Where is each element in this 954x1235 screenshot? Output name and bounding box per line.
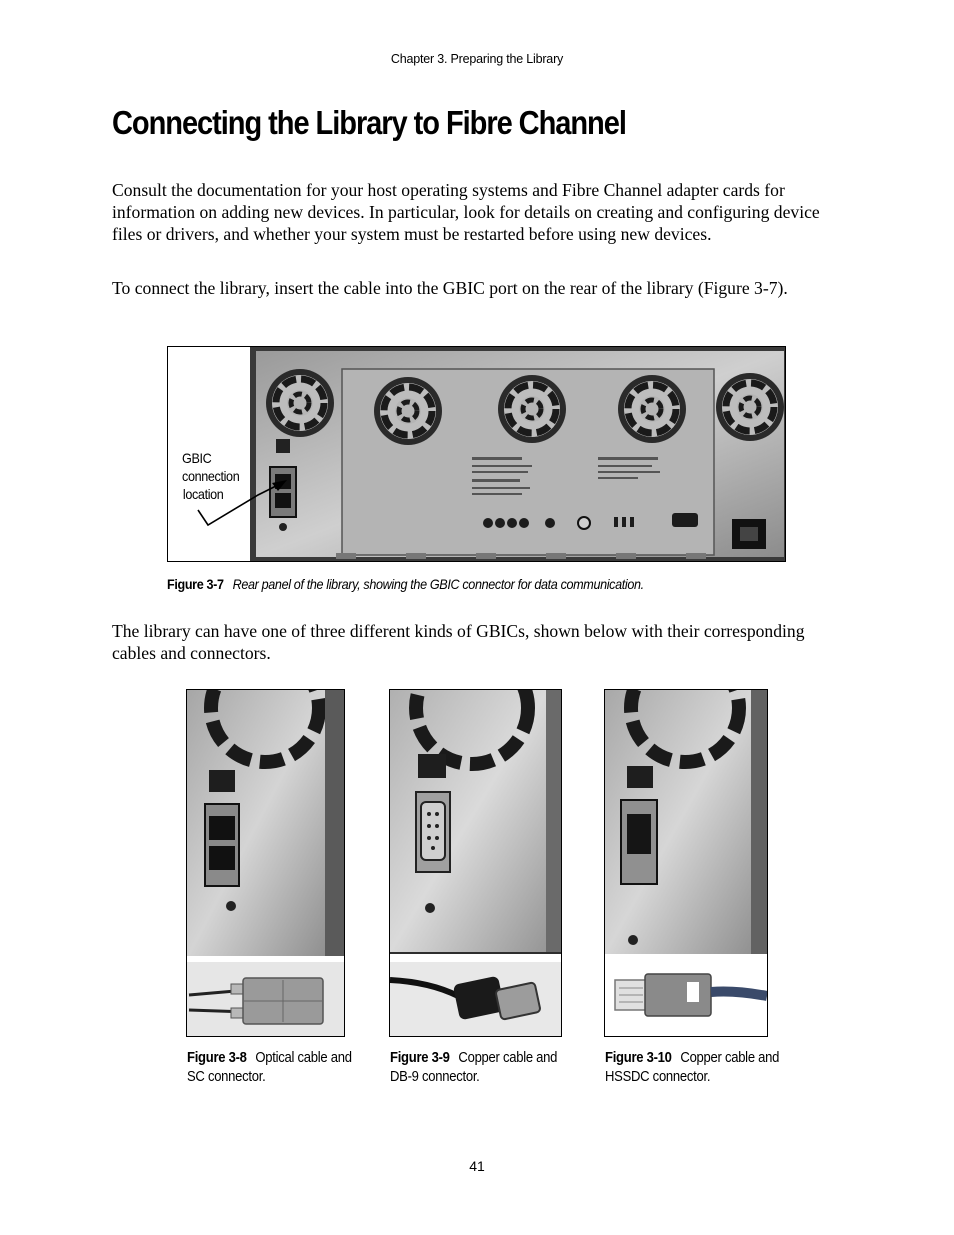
callout-line: location	[182, 486, 224, 502]
figure-number: Figure 3-10	[605, 1050, 672, 1066]
figure-number: Figure 3-8	[187, 1050, 247, 1066]
gbic-callout-label	[182, 449, 239, 503]
paragraph-connect-library: To connect the library, insert the cable into the GBIC port on the rear of the library (Figure 3-7).	[112, 278, 788, 298]
paragraph-consult-docs: Consult the documentation for your host operating systems and Fibre Channel adapter cards for information on adding new devices. In particular, look for details on creating and configuring device files or drivers, and whether your system must be restarted before using new devices.	[112, 180, 820, 244]
figure-number: Figure 3-9	[390, 1050, 450, 1066]
figure-rear-panel	[167, 346, 786, 562]
figure-optical-gbic	[186, 689, 345, 1037]
section-title: Connecting the Library to Fibre Channel	[112, 104, 626, 141]
figure-3-9-caption	[390, 1049, 561, 1087]
callout-line: connection	[182, 468, 240, 484]
hssdc-gbic-photo	[605, 690, 767, 1036]
page-number: 41	[469, 1158, 485, 1174]
figure-caption-text: Rear panel of the library, showing the GBIC connector for data communication.	[232, 576, 644, 592]
figure-3-10-caption	[605, 1049, 785, 1087]
figure-3-8-caption	[187, 1049, 358, 1087]
figure-number: Figure 3-7	[167, 576, 224, 592]
figure-hssdc-gbic	[604, 689, 768, 1037]
figure-caption-text: Copper cable and DB-9 connector.	[390, 1050, 558, 1085]
running-head: Chapter 3. Preparing the Library	[390, 52, 564, 66]
rear-panel-photo	[250, 347, 786, 562]
paragraph-gbic-kinds: The library can have one of three different kinds of GBICs, shown below with their corresponding cables and connectors.	[112, 621, 805, 663]
optical-gbic-photo	[187, 690, 344, 1036]
callout-line: GBIC	[182, 450, 212, 466]
figure-caption-text: Copper cable and HSSDC connector.	[605, 1050, 780, 1085]
figure-3-7-caption	[167, 576, 644, 592]
figure-db9-gbic	[389, 689, 562, 1037]
db9-gbic-photo	[390, 690, 561, 1036]
figure-caption-text: Optical cable and SC connector.	[187, 1050, 352, 1085]
